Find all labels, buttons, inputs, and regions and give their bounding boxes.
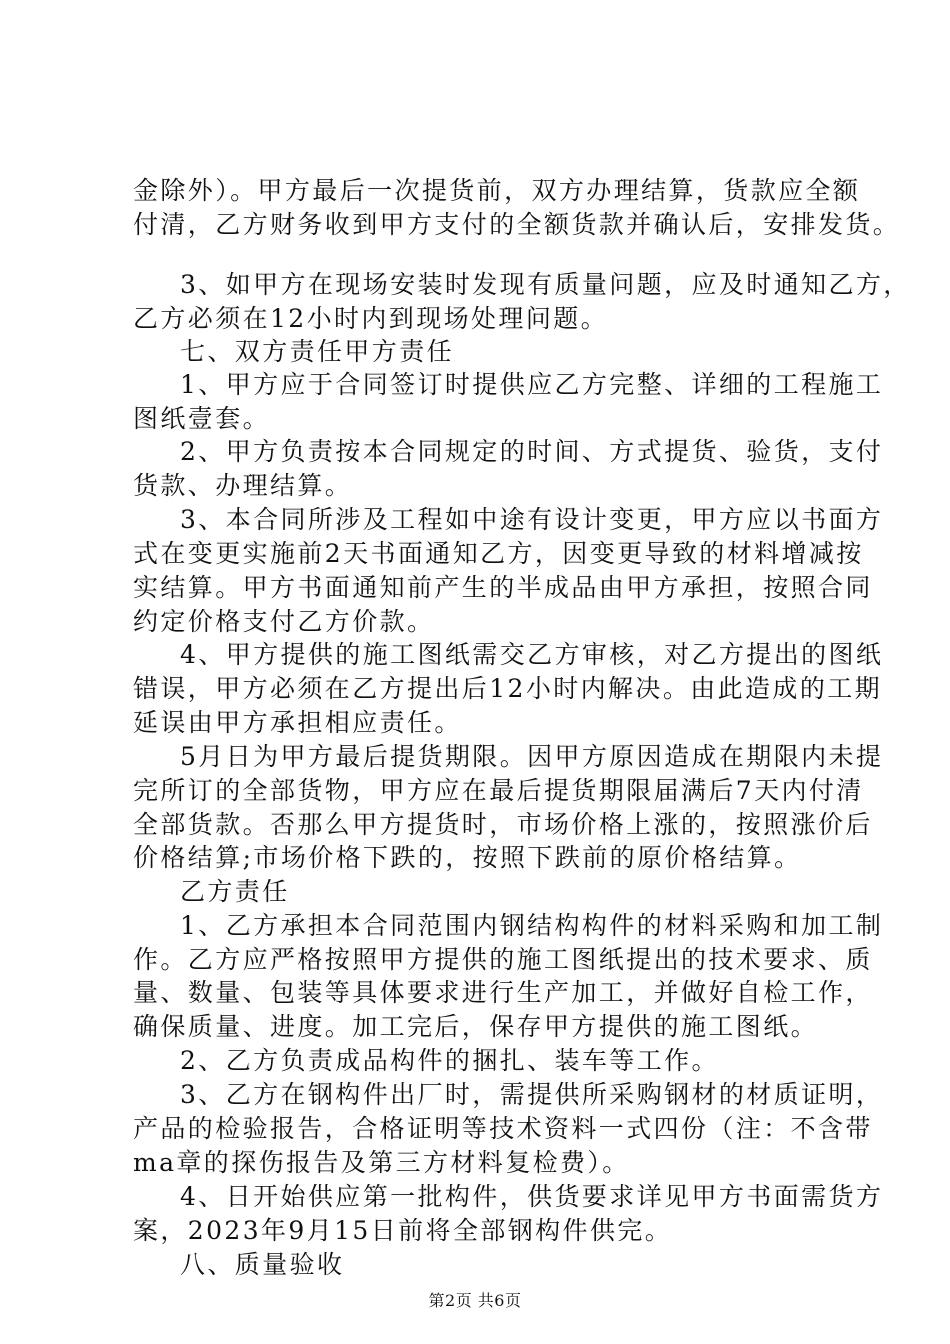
text-line: 全部货款。否那么甲方提货时，市场价格上涨的，按照涨价后: [133, 810, 873, 839]
section-heading: 乙方责任: [180, 877, 290, 906]
text-line: 图纸壹套。: [133, 404, 271, 433]
text-line: 价格结算;市场价格下跌的，按照下跌前的原价格结算。: [133, 843, 802, 872]
section-heading: 八、质量验收: [180, 1250, 345, 1279]
text-line: 4、日开始供应第一批构件，供货要求详见甲方书面需货方: [180, 1182, 884, 1211]
text-line: ma章的探伤报告及第三方材料复检费）。: [133, 1148, 630, 1177]
text-line: 式在变更实施前2天书面通知乙方，因变更导致的材料增减按: [133, 539, 864, 568]
text-line: 2、乙方负责成品构件的捆扎、装车等工作。: [180, 1046, 719, 1075]
text-line: 乙方必须在12小时内到现场处理问题。: [133, 304, 609, 333]
text-line: 实结算。甲方书面通知前产生的半成品由甲方承担，按照合同: [133, 573, 873, 602]
text-line: 确保质量、进度。加工完后，保存甲方提供的施工图纸。: [133, 1012, 819, 1041]
text-line: 产品的检验报告，合格证明等技术资料一式四份（注：不含带: [133, 1114, 873, 1143]
text-line: 货款、办理结算。: [133, 471, 353, 500]
section-heading: 七、双方责任甲方责任: [180, 337, 455, 366]
text-line: 1、甲方应于合同签订时提供应乙方完整、详细的工程施工: [180, 370, 884, 399]
text-line: 付清，乙方财务收到甲方支付的全额货款并确认后，安排发货。: [133, 210, 901, 239]
text-line: 量、数量、包装等具体要求进行生产加工，并做好自检工作，: [133, 978, 873, 1007]
text-line: 4、甲方提供的施工图纸需交乙方审核，对乙方提出的图纸: [180, 640, 884, 669]
text-line: 作。乙方应严格按照甲方提供的施工图纸提出的技术要求、质: [133, 945, 873, 974]
text-line: 约定价格支付乙方价款。: [133, 607, 435, 636]
page-number-footer: 第2页 共6页: [428, 1291, 522, 1310]
text-line: 5月日为甲方最后提货期限。因甲方原因造成在期限内未提: [180, 742, 884, 771]
text-line: 金除外）。甲方最后一次提货前，双方办理结算，货款应全额: [133, 176, 861, 205]
text-line: 案，2023年9月15日前将全部钢构件供完。: [133, 1216, 673, 1245]
text-line: 完所订的全部货物，甲方应在最后提货期限届满后7天内付清: [133, 776, 864, 805]
text-line: 2、甲方负责按本合同规定的时间、方式提货、验货，支付: [180, 437, 884, 466]
text-line: 错误，甲方必须在乙方提出后12小时内解决。由此造成的工期: [133, 674, 883, 703]
text-line: 延误由甲方承担相应责任。: [133, 708, 462, 737]
text-line: 3、乙方在钢构件出厂时，需提供所采购钢材的材质证明，: [180, 1080, 884, 1109]
text-line: 3、如甲方在现场安装时发现有质量问题，应及时通知乙方，: [180, 270, 911, 299]
text-line: 3、本合同所涉及工程如中途有设计变更，甲方应以书面方: [180, 505, 884, 534]
text-line: 1、乙方承担本合同范围内钢结构构件的材料采购和加工制: [180, 911, 884, 940]
